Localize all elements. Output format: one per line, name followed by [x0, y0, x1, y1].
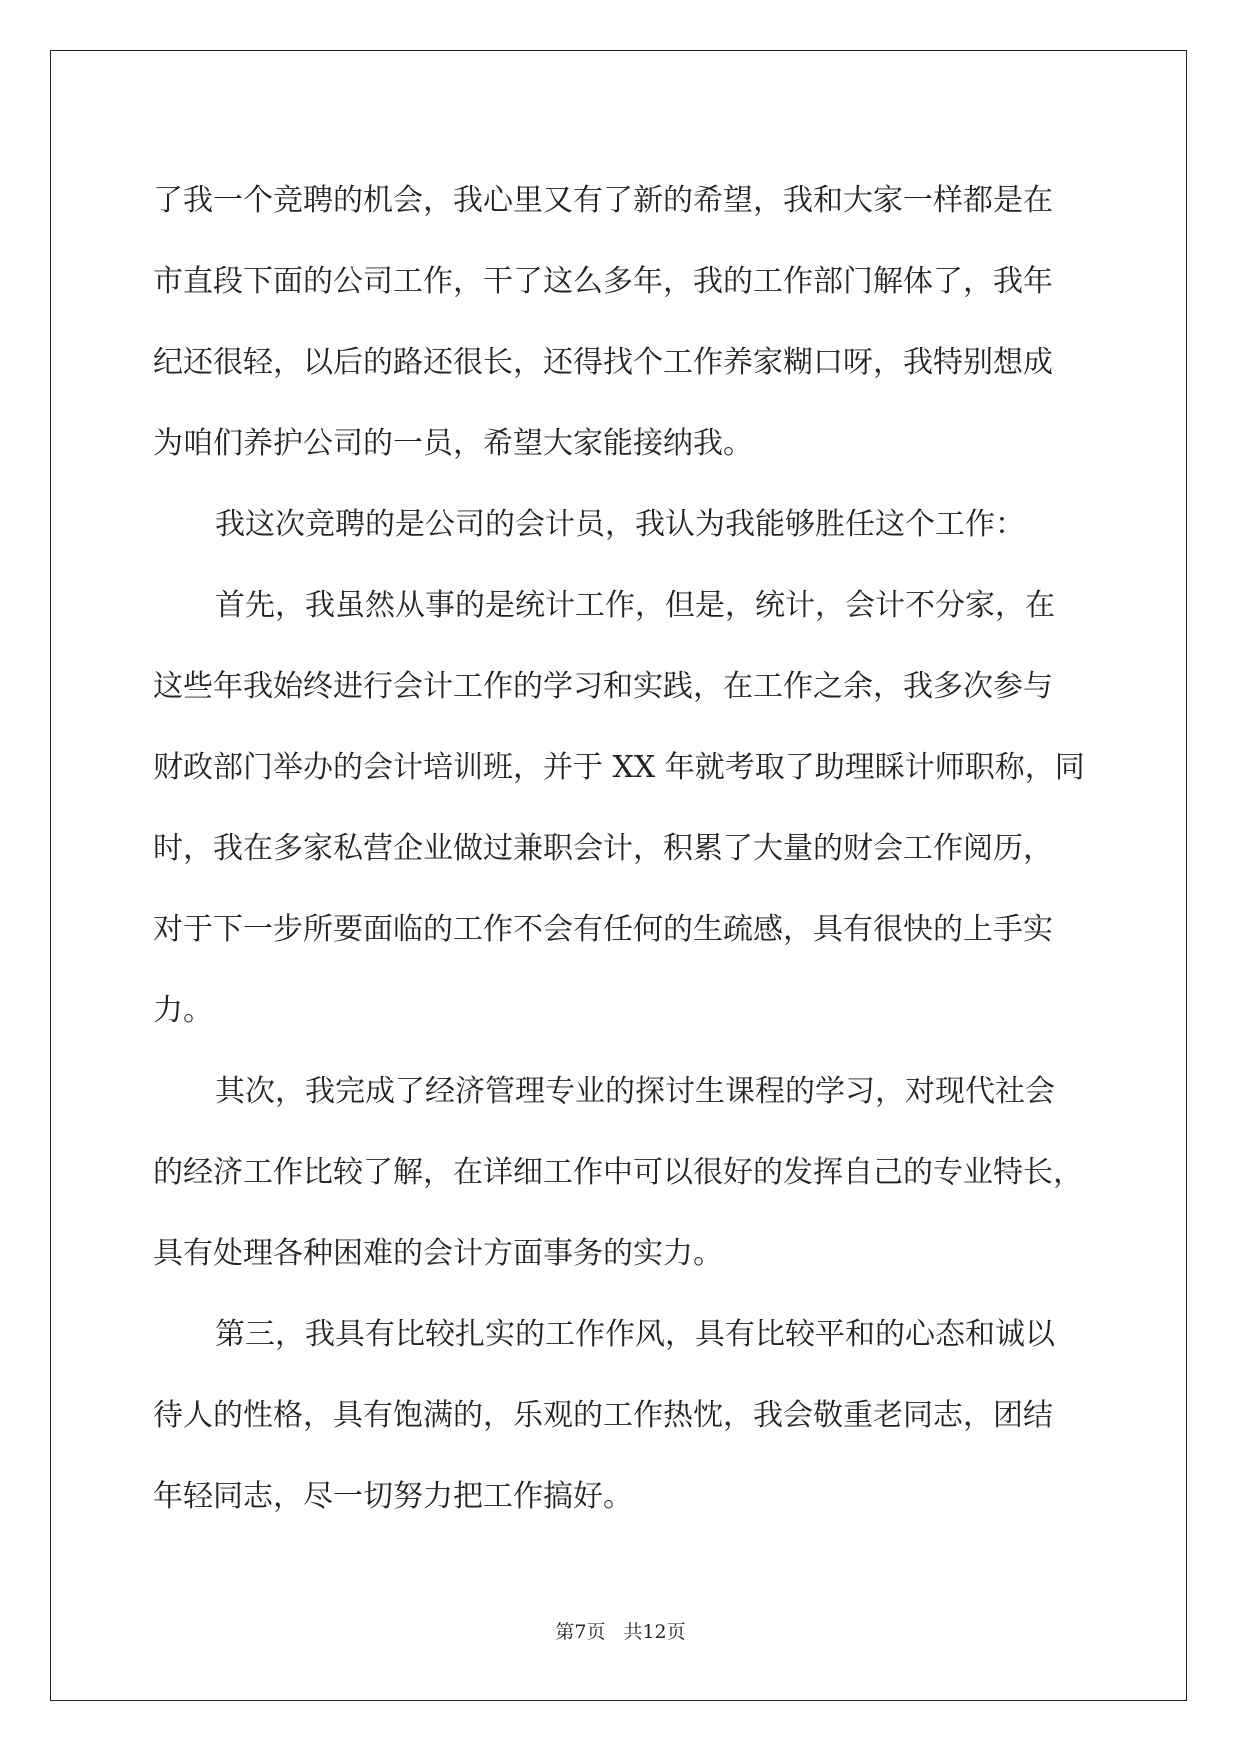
page-total: 共12页	[623, 1621, 686, 1643]
paragraph	[153, 565, 1093, 1051]
text-line: 市直段下面的公司工作，干了这么多年，我的工作部门解体了，我年	[153, 264, 1053, 299]
text-line: 其次，我完成了经济管理专业的探讨生课程的学习，对现代社会	[215, 1074, 1055, 1109]
text-line: 的经济工作比较了解，在详细工作中可以很好的发挥自己的专业特长，	[153, 1155, 1083, 1190]
text-line: 为咱们养护公司的一员，希望大家能接纳我。	[153, 426, 753, 461]
paragraph	[153, 1051, 1093, 1294]
text-line: 这些年我始终进行会计工作的学习和实践，在工作之余，我多次参与	[153, 669, 1053, 704]
document-body	[153, 160, 1093, 1537]
page-number: 第7页	[555, 1621, 606, 1643]
text-line: 我这次竞聘的是公司的会计员，我认为我能够胜任这个工作：	[215, 507, 1025, 542]
text-line: 待人的性格，具有饱满的，乐观的工作热忱，我会敬重老同志，团结	[153, 1398, 1053, 1433]
text-line: 第三，我具有比较扎实的工作作风，具有比较平和的心态和诚以	[215, 1317, 1055, 1352]
text-line: 财政部门举办的会计培训班，并于 XX 年就考取了助理睬计师职称，同	[153, 750, 1085, 785]
text-line: 纪还很轻，以后的路还很长，还得找个工作养家糊口呀，我特别想成	[153, 345, 1053, 380]
paragraph	[153, 160, 1093, 484]
paragraph	[153, 1294, 1093, 1537]
text-line: 时，我在多家私营企业做过兼职会计，积累了大量的财会工作阅历，	[153, 831, 1053, 866]
text-line: 对于下一步所要面临的工作不会有任何的生疏感，具有很快的上手实	[153, 912, 1053, 947]
text-line: 首先，我虽然从事的是统计工作，但是，统计，会计不分家，在	[215, 588, 1055, 623]
page-footer	[0, 1617, 1241, 1644]
paragraph	[153, 484, 1093, 565]
text-line: 力。	[153, 993, 213, 1028]
text-line: 具有处理各种困难的会计方面事务的实力。	[153, 1236, 723, 1271]
text-line: 年轻同志，尽一切努力把工作搞好。	[153, 1479, 633, 1514]
text-line: 了我一个竞聘的机会，我心里又有了新的希望，我和大家一样都是在	[153, 183, 1053, 218]
